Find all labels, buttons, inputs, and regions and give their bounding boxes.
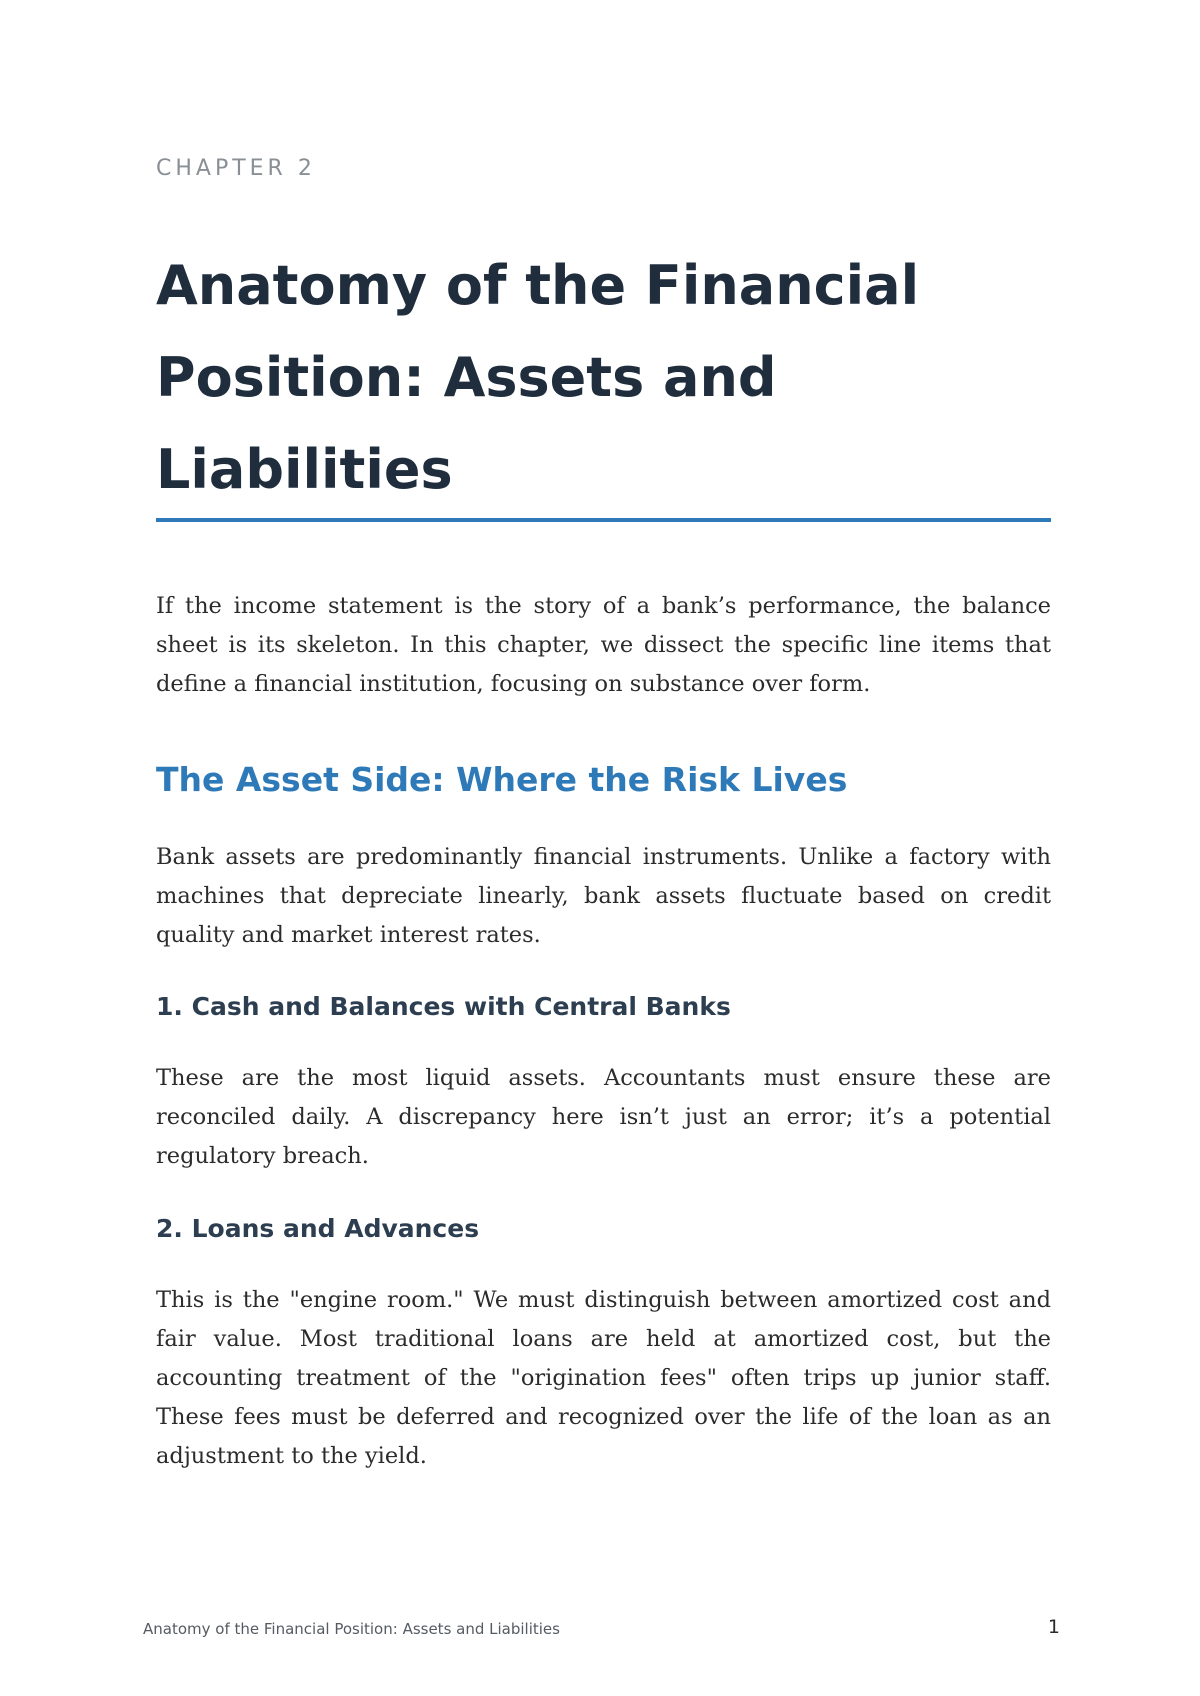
subsection-paragraph-loans: This is the "engine room." We must distinguish between amortized cost and fair value. Most traditional loans are held at amortized cost, but the accounting treatment of the "origination fees" often trips up junior staff. These fees must be deferred and recognized over the life of the loan as an adjustment to the yield. (156, 1287, 1051, 1469)
section-paragraph-asset-side: Bank assets are predominantly financial instruments. Unlike a factory with machines that depreciate linearly, bank assets fluctuate based on credit quality and market interest rates. (156, 844, 1051, 948)
subsection-paragraph-cash: These are the most liquid assets. Accountants must ensure these are reconciled daily. A discrepancy here isn’t just an error; it’s a potential regulatory breach. (156, 1065, 1051, 1169)
section-heading-asset-side: The Asset Side: Where the Risk Lives (156, 760, 848, 799)
footer-page-number: 1 (1047, 1616, 1060, 1638)
footer-running-title: Anatomy of the Financial Position: Assets and Liabilities (143, 1620, 560, 1638)
chapter-title: Anatomy of the Financial Position: Assets and Liabilities (156, 254, 920, 501)
chapter-label: CHAPTER 2 (156, 156, 316, 181)
subsection-heading-cash: 1. Cash and Balances with Central Banks (156, 992, 731, 1021)
title-divider (156, 518, 1051, 522)
intro-paragraph: If the income statement is the story of a bank’s performance, the balance sheet is its skeleton. In this chapter, we dissect the specific line items that define a financial institution, focusing on substance over form. (156, 593, 1051, 697)
subsection-heading-loans: 2. Loans and Advances (156, 1214, 480, 1243)
